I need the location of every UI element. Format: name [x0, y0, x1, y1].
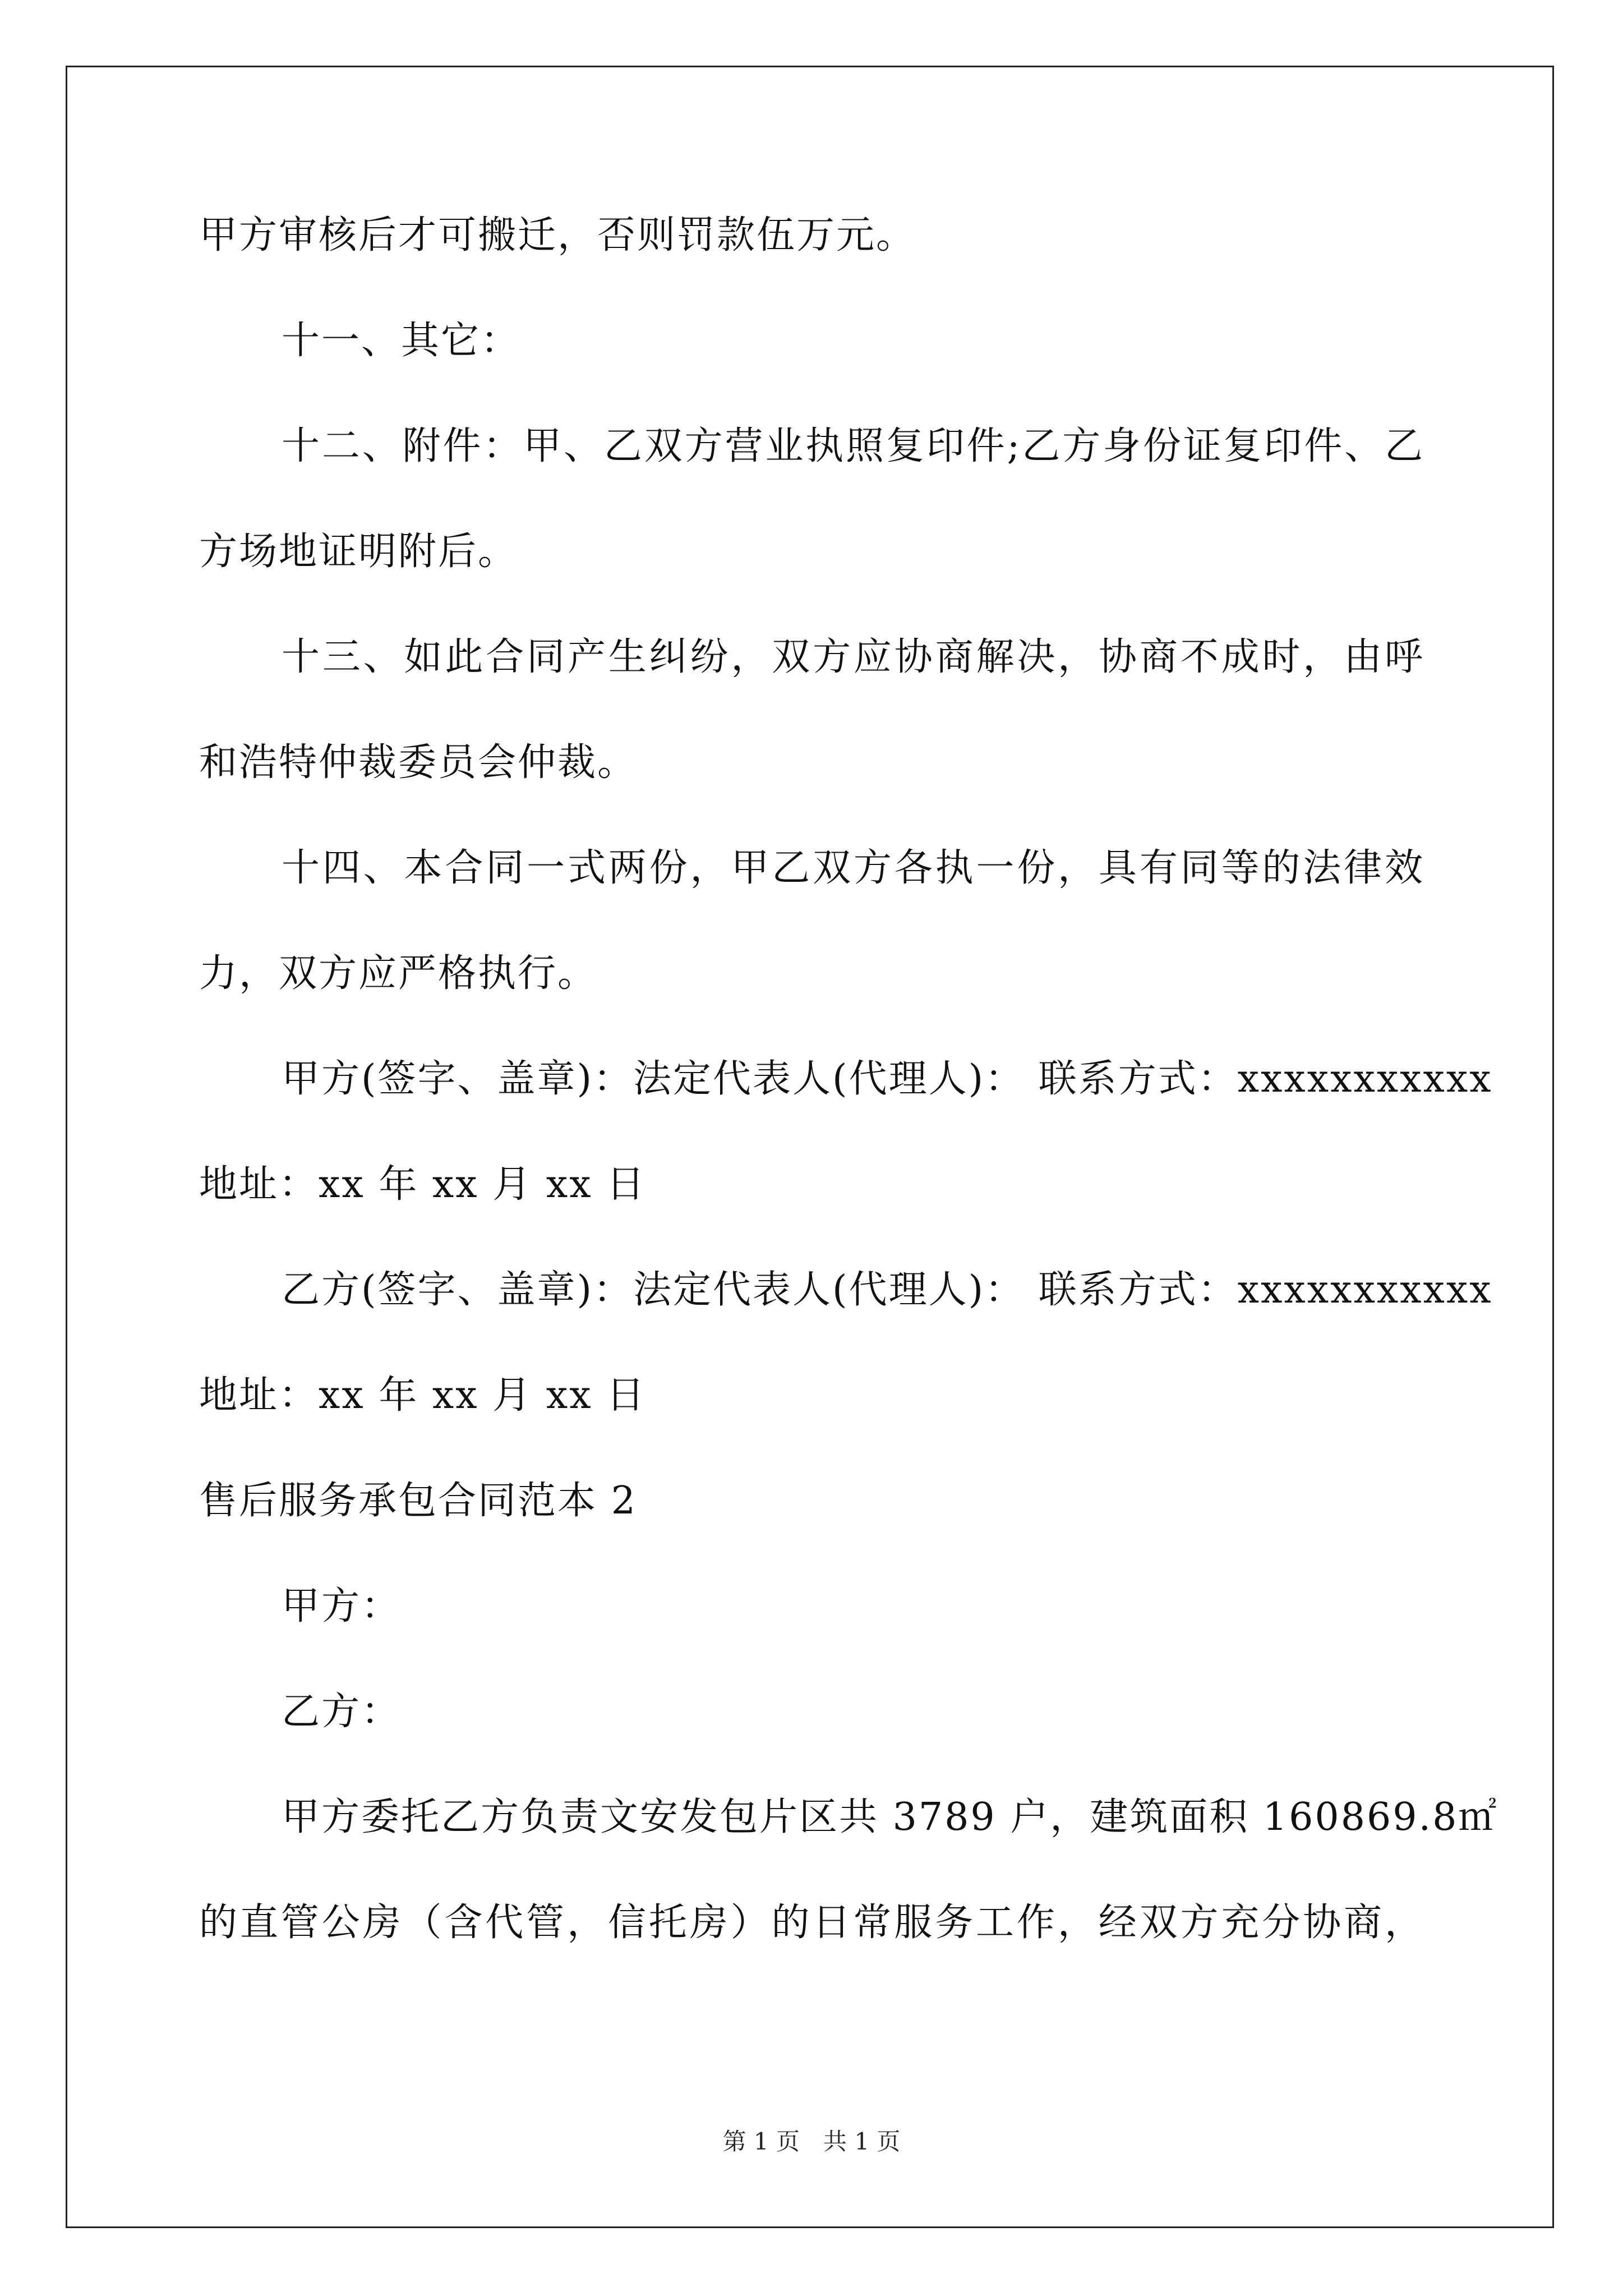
- party-a-label: 甲方：: [282, 1584, 402, 1628]
- address-date-a: 地址：xx 年 xx 月 xx 日: [199, 1162, 647, 1207]
- page-number-footer: 第 1 页 共 1 页: [722, 2128, 901, 2155]
- text-line-5: 十三、如此合同产生纠纷，双方应协商解决，协商不成时，由呼: [282, 635, 1424, 679]
- section-title: 售后服务承包合同范本 2: [199, 1479, 637, 1523]
- address-date-b: 地址：xx 年 xx 月 xx 日: [199, 1373, 647, 1418]
- signature-party-a: 甲方(签字、盖章)：法定代表人(代理人)： 联系方式：xxxxxxxxxxx: [282, 1057, 1493, 1101]
- signature-party-b: 乙方(签字、盖章)：法定代表人(代理人)： 联系方式：xxxxxxxxxxx: [282, 1268, 1493, 1312]
- text-line-7: 十四、本合同一式两份，甲乙双方各执一份，具有同等的法律效: [282, 846, 1424, 890]
- text-line-8: 力，双方应严格执行。: [199, 951, 598, 996]
- text-line-1: 甲方审核后才可搬迁，否则罚款伍万元。: [199, 213, 916, 257]
- party-b-label: 乙方：: [282, 1690, 402, 1734]
- text-line-6: 和浩特仲裁委员会仲裁。: [199, 740, 638, 785]
- text-line-2: 十一、其它：: [282, 319, 521, 363]
- text-line-17: 的直管公房（含代管，信托房）的日常服务工作，经双方充分协商，: [199, 1901, 1424, 1945]
- text-line-16: 甲方委托乙方负责文安发包片区共 3789 户，建筑面积 160869.8㎡: [282, 1795, 1498, 1839]
- text-line-3: 十二、附件：甲、乙双方营业执照复印件;乙方身份证复印件、乙: [282, 424, 1424, 468]
- text-line-4: 方场地证明附后。: [199, 530, 518, 574]
